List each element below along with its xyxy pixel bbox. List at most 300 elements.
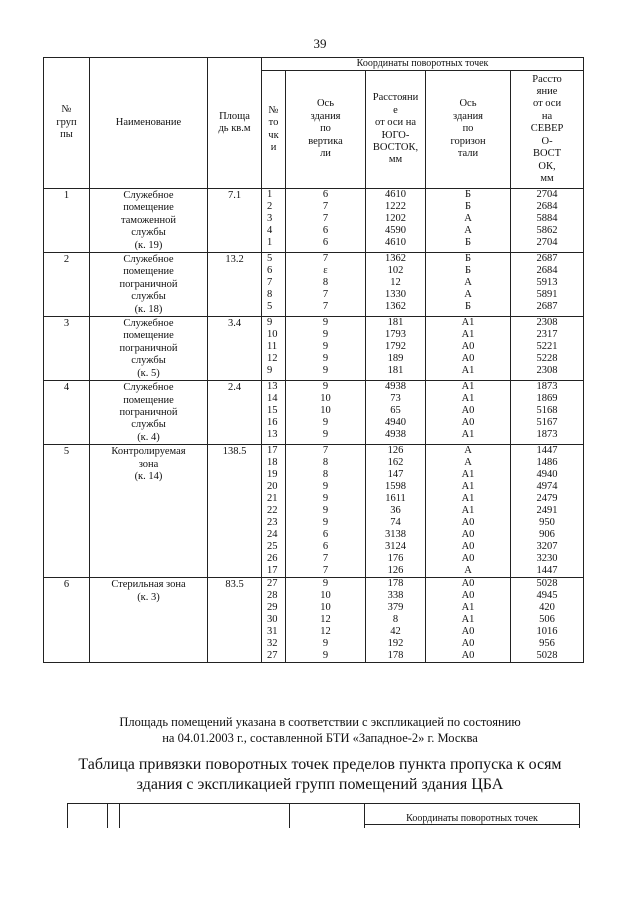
group-name-line: (к. 18) [134, 303, 163, 315]
point-no-value: 4 [267, 225, 273, 236]
header-line: ли [320, 148, 331, 160]
group-name-line: (к. 4) [137, 431, 160, 443]
axis-vertical-value: 9 [322, 353, 329, 365]
points-axis-horizontal [426, 445, 511, 578]
points-axis-horizontal [426, 381, 511, 445]
point-no-value: 24 [267, 529, 278, 541]
point-no-value: 31 [267, 626, 278, 638]
dist-northeast-value: 5228 [536, 353, 558, 365]
dist-southeast-value: 1362 [385, 253, 406, 265]
dist-northeast-value: 1447 [536, 565, 558, 577]
dist-northeast-value: 5913 [536, 277, 558, 289]
axis-vertical-value: 10 [320, 405, 331, 417]
dist-northeast-value: 5884 [536, 213, 558, 224]
dist-southeast-value: 338 [387, 590, 404, 602]
group-row [44, 381, 584, 445]
header-line: № [61, 104, 72, 116]
second-table-title [0, 755, 640, 795]
dist-northeast-value: 950 [539, 517, 555, 529]
dist-southeast-value: 3124 [385, 541, 406, 553]
header-line: тали [457, 148, 479, 160]
axis-horizontal-value: Б [464, 201, 472, 212]
axis-vertical-value: 10 [320, 393, 331, 405]
header-line: Ось [316, 98, 335, 110]
points-dist-northeast [511, 445, 584, 578]
axis-vertical-value: 8 [322, 457, 329, 469]
dist-southeast-value: 178 [387, 578, 404, 590]
point-no-value: 29 [267, 602, 278, 614]
group-row [44, 445, 584, 578]
group-name-line: Служебное [123, 382, 174, 394]
points-axis-vertical [286, 317, 366, 381]
axis-horizontal-value: А [464, 225, 472, 236]
axis-horizontal-value: Б [464, 301, 472, 313]
dist-northeast-value: 2317 [536, 329, 558, 341]
dist-northeast-value: 420 [539, 602, 555, 614]
header-dist-southeast [366, 71, 426, 189]
point-no-value: 27 [267, 578, 278, 590]
axis-horizontal-value: А [464, 565, 472, 577]
point-no-value: 26 [267, 553, 278, 565]
dist-southeast-value: 379 [387, 602, 404, 614]
dist-northeast-value: 506 [539, 614, 555, 626]
header-axis-horizontal [426, 71, 511, 189]
note-line: Площадь помещений указана в соответствии с экспликацией по состоянию [119, 715, 521, 729]
axis-vertical-value: 7 [322, 565, 329, 577]
group-number: 6 [44, 578, 90, 663]
axis-horizontal-value: А0 [461, 590, 475, 602]
points-point-no [262, 381, 286, 445]
dist-southeast-value: 1598 [385, 481, 406, 493]
points-dist-northeast [511, 578, 584, 663]
axis-vertical-value: 6 [322, 237, 329, 248]
points-axis-vertical [286, 189, 366, 253]
dist-northeast-value: 3230 [536, 553, 558, 565]
axis-horizontal-value: А1 [461, 329, 475, 341]
axis-horizontal-value: А0 [461, 517, 475, 529]
dist-northeast-value: 2687 [536, 301, 558, 313]
axis-vertical-value: 8 [322, 469, 329, 481]
dist-southeast-value: 181 [387, 317, 404, 329]
axis-horizontal-value: А1 [461, 365, 475, 377]
dist-northeast-value: 5028 [536, 650, 558, 662]
dist-southeast-value: 12 [390, 277, 401, 289]
dist-northeast-value: 4940 [536, 469, 558, 481]
axis-horizontal-value: А1 [461, 602, 475, 614]
dist-northeast-value: 956 [539, 638, 555, 650]
header-line: здания [452, 110, 484, 122]
group-name-line: службы [131, 355, 166, 367]
group-name-line: Служебное [123, 190, 174, 201]
header-line: здания [310, 110, 341, 122]
axis-horizontal-value: А0 [461, 417, 475, 429]
dist-northeast-value: 5168 [536, 405, 558, 417]
point-no-value: 17 [267, 445, 278, 457]
axis-horizontal-value: А1 [461, 429, 475, 441]
point-no-value: 27 [267, 650, 278, 662]
group-name-line: (к. 5) [137, 367, 160, 379]
axis-horizontal-value: Б [464, 265, 472, 277]
dist-southeast-value: 1611 [385, 493, 406, 505]
point-no-value: 20 [267, 481, 278, 493]
group-number: 4 [44, 381, 90, 445]
group-row [44, 189, 584, 253]
points-dist-southeast [366, 317, 426, 381]
header-line: дь кв.м [218, 123, 251, 134]
dist-southeast-value: 1222 [385, 201, 406, 212]
header-line: яние [536, 86, 558, 98]
dist-southeast-value: 147 [387, 469, 404, 481]
dist-southeast-value: 181 [387, 365, 404, 377]
point-no-value: 30 [267, 614, 278, 626]
group-row [44, 253, 584, 317]
axis-vertical-value: 7 [322, 253, 329, 265]
group-name [90, 317, 208, 381]
dist-southeast-value: 176 [387, 553, 404, 565]
axis-vertical-value: 9 [322, 365, 329, 377]
points-dist-southeast [366, 253, 426, 317]
point-no-value: 16 [267, 417, 278, 429]
axis-horizontal-value: А [464, 289, 472, 301]
points-axis-vertical [286, 381, 366, 445]
group-area: 7.1 [208, 189, 262, 253]
group-area: 83.5 [208, 578, 262, 663]
group-number: 5 [44, 445, 90, 578]
axis-vertical-value: 7 [322, 289, 329, 301]
axis-vertical-value: 9 [322, 578, 329, 590]
points-dist-northeast [511, 253, 584, 317]
points-point-no [262, 445, 286, 578]
axis-horizontal-value: Б [464, 237, 472, 248]
group-area: 13.2 [208, 253, 262, 317]
point-no-value: 3 [267, 213, 273, 224]
point-no-value: 18 [267, 457, 278, 469]
axis-vertical-value: 9 [322, 505, 329, 517]
point-no-value: 28 [267, 590, 278, 602]
axis-horizontal-value: А0 [461, 578, 475, 590]
dist-southeast-value: 4590 [385, 225, 406, 236]
header-line: от оси [532, 98, 562, 110]
axis-vertical-value: 9 [322, 517, 329, 529]
table-body [44, 189, 584, 663]
axis-vertical-value: 7 [322, 213, 329, 224]
header-area [208, 58, 262, 189]
point-no-value: 10 [267, 329, 278, 341]
group-name-line: (к. 3) [137, 591, 160, 603]
page-number: 39 [313, 36, 327, 51]
dist-southeast-value: 126 [387, 445, 404, 457]
dist-northeast-value: 2687 [536, 253, 558, 265]
dist-southeast-value: 178 [387, 650, 404, 662]
header-line: ЮГО- [381, 129, 410, 141]
dist-southeast-value: 192 [387, 638, 404, 650]
points-dist-southeast [366, 381, 426, 445]
axis-vertical-value: 7 [322, 553, 329, 565]
axis-horizontal-value: А0 [461, 529, 475, 541]
header-name: Наименование [90, 58, 208, 189]
point-no-value: 25 [267, 541, 278, 553]
group-row [44, 578, 584, 663]
points-dist-southeast [366, 189, 426, 253]
coordinates-table [43, 57, 584, 663]
point-no-value: 9 [267, 365, 273, 377]
dist-northeast-value: 2684 [536, 201, 558, 212]
dist-northeast-value: 1016 [536, 626, 558, 638]
header-point-no [262, 71, 286, 189]
dist-northeast-value: 1486 [536, 457, 558, 469]
axis-vertical-value: 12 [320, 614, 331, 626]
axis-horizontal-value: А1 [461, 317, 475, 329]
point-no-value: 23 [267, 517, 278, 529]
dist-southeast-value: 36 [390, 505, 401, 517]
group-name-line: службы [131, 419, 166, 431]
header-line: СЕВЕР [530, 123, 564, 135]
point-no-value: 13 [267, 381, 278, 393]
points-axis-horizontal [426, 253, 511, 317]
group-area: 2.4 [208, 381, 262, 445]
axis-horizontal-value: А [464, 277, 472, 289]
axis-vertical-value: 9 [322, 317, 329, 329]
axis-horizontal-value: А [464, 445, 472, 457]
dist-northeast-value: 5862 [536, 225, 558, 236]
axis-vertical-value: 6 [322, 189, 329, 200]
axis-vertical-value: 9 [322, 381, 329, 393]
header-line: мм [540, 172, 554, 184]
axis-horizontal-value: А1 [461, 481, 475, 493]
axis-horizontal-value: А1 [461, 469, 475, 481]
header-group-no [44, 58, 90, 189]
axis-horizontal-value: А [464, 213, 472, 224]
dist-northeast-value: 2704 [536, 237, 558, 248]
points-point-no [262, 253, 286, 317]
header-line: мм [388, 154, 403, 166]
point-no-value: 17 [267, 565, 278, 577]
dist-southeast-value: 189 [387, 353, 404, 365]
dist-northeast-value: 1447 [536, 445, 558, 457]
dist-northeast-value: 2308 [536, 365, 558, 377]
header-line: на [541, 110, 553, 122]
group-name-line: зона [138, 458, 159, 470]
dist-southeast-value: 4940 [385, 417, 406, 429]
axis-horizontal-value: А [464, 457, 472, 469]
axis-vertical-value: 9 [322, 329, 329, 341]
group-name [90, 381, 208, 445]
axis-vertical-value: 9 [322, 429, 329, 441]
dist-northeast-value: 4974 [536, 481, 558, 493]
note-line: на 04.01.2003 г., составленной БТИ «Западное-2» г. Москва [162, 731, 478, 745]
axis-horizontal-value: А1 [461, 493, 475, 505]
group-name-line: Контролируемая [111, 446, 186, 458]
dist-southeast-value: 1330 [385, 289, 406, 301]
dist-northeast-value: 4945 [536, 590, 558, 602]
dist-southeast-value: 1202 [385, 213, 406, 224]
dist-southeast-value: 1792 [385, 341, 406, 353]
dist-southeast-value: 4610 [385, 237, 406, 248]
group-name-line: пограничной [119, 406, 178, 418]
points-point-no [262, 578, 286, 663]
axis-vertical-value: 7 [322, 301, 329, 313]
axis-vertical-value: 9 [322, 417, 329, 429]
header-line: груп [56, 116, 77, 128]
dist-southeast-value: 102 [387, 265, 404, 277]
table-border [364, 824, 580, 825]
axis-horizontal-value: А0 [461, 341, 475, 353]
point-no-value: 12 [267, 353, 278, 365]
point-no-value: 7 [267, 277, 273, 289]
group-name-line: службы [131, 227, 166, 239]
header-line: чк [268, 129, 279, 141]
header-line: Рассто [532, 73, 562, 85]
dist-northeast-value: 1873 [536, 381, 558, 393]
group-name-line: Служебное [123, 318, 174, 330]
group-row [44, 317, 584, 381]
axis-vertical-value: 6 [322, 541, 329, 553]
header-line: ВОСТ [532, 148, 562, 160]
group-name [90, 253, 208, 317]
group-number: 3 [44, 317, 90, 381]
header-line: по [320, 123, 331, 135]
points-dist-southeast [366, 578, 426, 663]
group-name-line: пограничной [119, 278, 178, 290]
dist-southeast-value: 73 [390, 393, 401, 405]
point-no-value: 14 [267, 393, 278, 405]
area-note [0, 714, 640, 746]
dist-southeast-value: 74 [390, 517, 401, 529]
axis-horizontal-value: А1 [461, 381, 475, 393]
dist-southeast-value: 42 [390, 626, 401, 638]
group-name-line: помещение [123, 202, 174, 214]
axis-vertical-value: 9 [322, 638, 329, 650]
header-line: то [268, 117, 279, 129]
second-table-fragment [67, 803, 580, 828]
header-line: ВОСТОК, [372, 141, 419, 153]
header-line: Расстояни [372, 92, 419, 104]
points-dist-northeast [511, 189, 584, 253]
header-line: пы [60, 129, 73, 141]
table-border [119, 804, 120, 828]
axis-horizontal-value: А0 [461, 638, 475, 650]
group-name-line: службы [131, 291, 166, 303]
point-no-value: 32 [267, 638, 278, 650]
axis-vertical-value: 6 [322, 529, 329, 541]
group-number: 2 [44, 253, 90, 317]
points-dist-northeast [511, 381, 584, 445]
point-no-value: 1 [267, 189, 273, 200]
header-line: от оси на [374, 117, 417, 129]
header-line: по [462, 123, 474, 135]
axis-horizontal-value: А1 [461, 393, 475, 405]
axis-horizontal-value: А0 [461, 650, 475, 662]
point-no-value: 5 [267, 253, 273, 265]
group-area: 138.5 [208, 445, 262, 578]
axis-vertical-value: 10 [320, 590, 331, 602]
group-name-line: Служебное [123, 254, 174, 266]
dist-southeast-value: 4938 [385, 381, 406, 393]
points-point-no [262, 189, 286, 253]
point-no-value: 19 [267, 469, 278, 481]
dist-northeast-value: 906 [539, 529, 555, 541]
group-name [90, 578, 208, 663]
table-border [107, 804, 108, 828]
group-name-line: таможенной [121, 214, 176, 226]
axis-vertical-value: 10 [320, 602, 331, 614]
group-name-line: помещение [123, 394, 174, 406]
header-line: горизон [450, 135, 486, 147]
group-name-line: (к. 14) [134, 470, 163, 482]
axis-vertical-value: 7 [322, 201, 329, 212]
dist-southeast-value: 126 [387, 565, 404, 577]
dist-northeast-value: 5167 [536, 417, 558, 429]
dist-southeast-value: 162 [387, 457, 404, 469]
axis-horizontal-value: А0 [461, 353, 475, 365]
axis-vertical-value: 9 [322, 650, 329, 662]
table-border [67, 804, 68, 828]
header-line: и [270, 141, 277, 153]
point-no-value: 8 [267, 289, 273, 301]
header-line: О- [541, 135, 553, 147]
axis-vertical-value: 9 [322, 481, 329, 493]
axis-horizontal-value: Б [464, 189, 472, 200]
points-axis-horizontal [426, 317, 511, 381]
axis-horizontal-value: А0 [461, 626, 475, 638]
axis-horizontal-value: Б [464, 253, 472, 265]
header-line: Площа [219, 110, 250, 122]
dist-northeast-value: 2684 [536, 265, 558, 277]
header-line: вертика [308, 135, 343, 147]
axis-horizontal-value: А0 [461, 405, 475, 417]
axis-vertical-value: 9 [322, 493, 329, 505]
dist-southeast-value: 8 [392, 614, 399, 626]
axis-vertical-value: 9 [322, 341, 329, 353]
points-dist-northeast [511, 317, 584, 381]
points-dist-southeast [366, 445, 426, 578]
group-name-line: помещение [123, 266, 174, 278]
point-no-value: 2 [267, 201, 273, 212]
axis-vertical-value: 8 [322, 277, 329, 289]
group-area: 3.4 [208, 317, 262, 381]
dist-southeast-value: 1362 [385, 301, 406, 313]
group-name-line: помещение [123, 330, 174, 342]
fragment-coords-title: Координаты поворотных точек [406, 813, 538, 824]
point-no-value: 11 [267, 341, 278, 353]
axis-vertical-value: ε [323, 265, 328, 277]
table-border [289, 804, 290, 828]
points-axis-vertical [286, 253, 366, 317]
dist-northeast-value: 2704 [536, 189, 558, 200]
header-line: Ось [459, 98, 477, 110]
group-name-line: (к. 19) [134, 239, 163, 251]
point-no-value: 6 [267, 265, 273, 277]
points-axis-vertical [286, 578, 366, 663]
group-name [90, 189, 208, 253]
point-no-value: 22 [267, 505, 278, 517]
dist-southeast-value: 65 [390, 405, 401, 417]
point-no-value: 13 [267, 429, 278, 441]
points-axis-horizontal [426, 578, 511, 663]
dist-northeast-value: 5221 [536, 341, 558, 353]
header-line: № [268, 104, 279, 116]
axis-vertical-value: 12 [320, 626, 331, 638]
points-axis-vertical [286, 445, 366, 578]
header-axis-vertical [286, 71, 366, 189]
axis-horizontal-value: А0 [461, 541, 475, 553]
axis-horizontal-value: А1 [461, 614, 475, 626]
dist-northeast-value: 2491 [536, 505, 558, 517]
dist-northeast-value: 3207 [536, 541, 558, 553]
point-no-value: 9 [267, 317, 273, 329]
points-point-no [262, 317, 286, 381]
point-no-value: 1 [267, 237, 273, 248]
